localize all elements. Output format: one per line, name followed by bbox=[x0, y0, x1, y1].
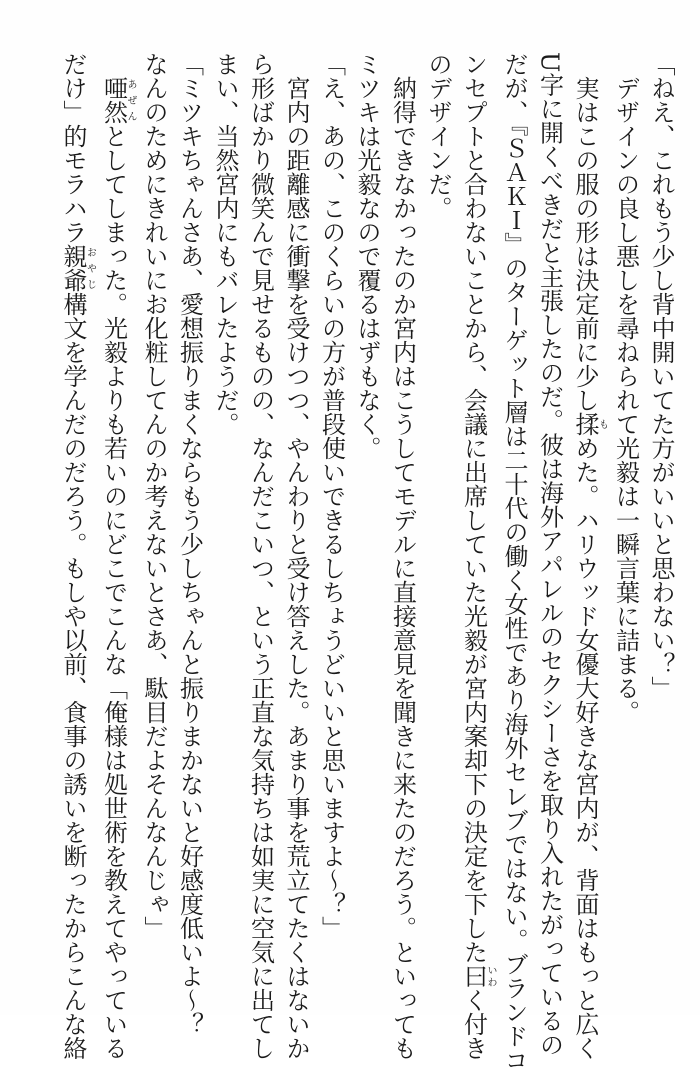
text-line bbox=[531, 52, 567, 1057]
text-line bbox=[643, 52, 679, 967]
text-segment: 実はこの服の形は決定前に少し bbox=[571, 52, 599, 412]
text-segment: まい、当然宮内にもバレたようだ。 bbox=[211, 52, 239, 436]
text-segment: ンセプトと合わないことから、会議に出席していた光毅が宮内案却下の決定を下した bbox=[459, 52, 488, 964]
text-segment: 宮内の距離感に衝撃を受けつつ、やんわりと受け答えした。あまり事を荒立てたくはないか bbox=[282, 52, 310, 1060]
text-segment: 構文を学んだのだろう。もしや以前、食事の誘いを断ったからこんな絡 bbox=[59, 292, 87, 1060]
ruby-reading: も bbox=[596, 412, 608, 436]
text-line bbox=[242, 52, 278, 1060]
ruby-reading: いわ bbox=[485, 964, 496, 988]
text-segment: ミツキは光毅なので覆るはずもなく。 bbox=[353, 52, 381, 460]
text-line bbox=[207, 52, 243, 967]
ruby-word bbox=[59, 244, 96, 292]
ruby-base: 親爺 bbox=[59, 244, 87, 292]
vertical-text-block bbox=[55, 52, 679, 1072]
text-line bbox=[313, 52, 349, 967]
text-line bbox=[349, 52, 385, 967]
text-segment: としてしまった。光毅よりも若いのにどこでこんな「俺様は処世術を教えてやっている bbox=[99, 124, 128, 1060]
text-segment: 「え、あの、このくらいの方が普段使いできるしちょうどいいと思いますよ～？」 bbox=[317, 52, 346, 940]
text-segment: めた。ハリウッド女優大好きな宮内が、背面はもっと広く bbox=[571, 436, 599, 1060]
text-segment: く付き bbox=[459, 988, 488, 1060]
ruby-word bbox=[99, 76, 136, 124]
text-line bbox=[420, 52, 456, 967]
text-segment: だが、『ＳＡＫＩ』のターゲット層は二十代の働く女性であり海外セレブではない。ブランドコ bbox=[500, 52, 528, 1072]
ruby-reading: おやじ bbox=[84, 244, 96, 292]
ruby-word bbox=[571, 412, 608, 436]
text-line bbox=[95, 52, 136, 1060]
text-segment bbox=[100, 52, 128, 76]
text-segment: だけ」的モラハラ bbox=[59, 52, 87, 244]
text-segment: 「ねえ、これもう少し背中開いてた方がいいと思わない？」 bbox=[647, 52, 675, 700]
text-segment: U字に開くべきだと主張したのだ。彼は海外アパレルのセクシーさを取り入れたがっているの bbox=[535, 52, 564, 1057]
text-line bbox=[607, 52, 643, 967]
text-line bbox=[384, 52, 420, 1060]
text-segment: なんのためにきれいにお化粧してんのか考えないとさあ、駄目だよそんなんじゃ」 bbox=[140, 52, 168, 940]
text-segment: 「ミツキちゃんさあ、愛想振りまくならもう少しちゃんと振りまかないと好感度低いよ～？ bbox=[175, 52, 204, 1036]
ruby-base: 曰 bbox=[459, 964, 488, 988]
text-line bbox=[136, 52, 172, 967]
text-segment: 納得できなかったのか宮内はこうしてモデルに直接意見を聞きに来たのだろう。といっても bbox=[388, 52, 417, 1060]
ruby-reading: あぜん bbox=[125, 76, 136, 124]
text-segment: のデザインだ。 bbox=[424, 52, 452, 220]
text-line bbox=[567, 52, 608, 1060]
ruby-base: 唖然 bbox=[99, 76, 128, 124]
ruby-base: 揉 bbox=[571, 412, 599, 436]
text-line bbox=[496, 52, 532, 1072]
text-line bbox=[171, 52, 207, 1036]
text-segment: ら形ばかり微笑んで見せるものの、なんだこいつ、という正直な気持ちは如実に空気に出てし bbox=[246, 52, 275, 1060]
text-line bbox=[455, 52, 496, 1060]
ruby-word bbox=[459, 964, 496, 988]
text-line bbox=[278, 52, 314, 1060]
text-segment: デザインの良し悪しを尋ねられて光毅は一瞬言葉に詰まる。 bbox=[611, 52, 640, 724]
text-line bbox=[55, 52, 96, 1060]
